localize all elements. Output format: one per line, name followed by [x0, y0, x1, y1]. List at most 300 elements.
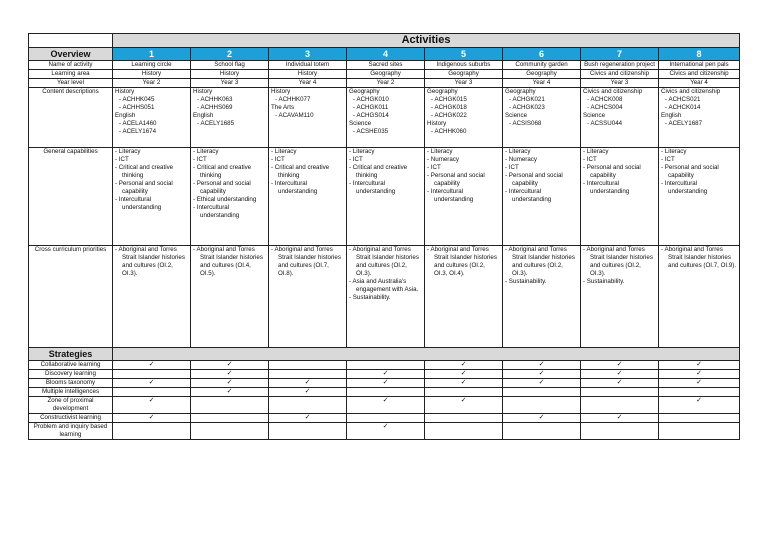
- list-item: - Ethical understanding: [193, 196, 266, 204]
- check-icon: ✓: [382, 423, 389, 430]
- year-cell: Year 3: [581, 79, 659, 88]
- strategy-cell: [191, 423, 269, 440]
- year-cell: Year 2: [113, 79, 191, 88]
- list-item: - Personal and social capability: [661, 164, 737, 180]
- code-item: - ACHGK011: [353, 104, 422, 112]
- strategy-cell: [503, 361, 581, 370]
- code-list: [271, 96, 344, 104]
- strategy-row: [29, 414, 740, 423]
- capabilities-cell: [581, 148, 659, 246]
- code-item: - ACHCK008: [587, 96, 656, 104]
- code-list: [349, 128, 422, 136]
- capability-list: [505, 148, 578, 204]
- code-item: - ACHHS051: [119, 104, 188, 112]
- code-item: - ACELY1674: [119, 128, 188, 136]
- strategy-cell: [659, 361, 740, 370]
- capabilities-cell: [191, 148, 269, 246]
- strategy-cell: [347, 379, 425, 388]
- strategy-cell: [581, 379, 659, 388]
- list-item: - Aboriginal and Torres Strait Islander histories and cultures (OI.7, OI.8).: [271, 246, 344, 278]
- strategy-label: Constructivist learning: [29, 414, 113, 423]
- code-item: - ACELY1687: [665, 120, 737, 128]
- check-icon: ✓: [538, 379, 545, 386]
- list-item: - Intercultural understanding: [661, 180, 737, 196]
- check-icon: ✓: [616, 370, 623, 377]
- code-list: [661, 120, 737, 128]
- code-item: - ACHGK018: [431, 104, 500, 112]
- strategy-cell: [503, 414, 581, 423]
- table-title: Activities: [113, 34, 740, 48]
- code-item: - ACSSU044: [587, 120, 656, 128]
- code-item: - ACHHS069: [197, 104, 266, 112]
- list-item: - Critical and creative thinking: [115, 164, 188, 180]
- year-cell: Year 4: [659, 79, 740, 88]
- code-item: - ACHCS004: [587, 104, 656, 112]
- subject-heading: The Arts: [271, 104, 295, 111]
- year-cell: Year 4: [269, 79, 347, 88]
- subject-heading: English: [193, 112, 214, 119]
- capabilities-cell: [659, 148, 740, 246]
- strategy-cell: [503, 370, 581, 379]
- subject-heading: History: [115, 88, 135, 95]
- area-cell: Civics and citizenship: [659, 70, 740, 79]
- check-icon: ✓: [460, 370, 467, 377]
- list-item: - Literacy: [115, 148, 188, 156]
- subject-heading: History: [271, 88, 291, 95]
- strategy-cell: [659, 414, 740, 423]
- strategy-cell: [269, 397, 347, 414]
- year-cell: Year 4: [503, 79, 581, 88]
- year-cell: Year 3: [191, 79, 269, 88]
- code-item: - ACSIS068: [509, 120, 578, 128]
- strategy-row: [29, 423, 740, 440]
- strategy-cell: [581, 414, 659, 423]
- strategy-label: Problem and inquiry based learning: [29, 423, 113, 440]
- check-icon: ✓: [538, 414, 545, 421]
- strategy-cell: [269, 361, 347, 370]
- check-icon: ✓: [460, 361, 467, 368]
- code-item: - ACHCK014: [665, 104, 737, 112]
- list-item: - Personal and social capability: [193, 180, 266, 196]
- strategy-cell: [191, 397, 269, 414]
- strategy-cell: [191, 361, 269, 370]
- strategy-row: [29, 370, 740, 379]
- row-label: Learning area: [29, 70, 113, 79]
- code-list: [349, 96, 422, 120]
- year-level-row: [29, 79, 740, 88]
- check-icon: ✓: [148, 397, 155, 404]
- strategy-cell: [347, 397, 425, 414]
- code-list: [427, 96, 500, 120]
- strategy-cell: [269, 414, 347, 423]
- list-item: - Literacy: [271, 148, 344, 156]
- capabilities-cell: [347, 148, 425, 246]
- priorities-cell: [425, 246, 503, 348]
- column-number: 8: [659, 48, 740, 61]
- content-descriptions-row: [29, 88, 740, 148]
- check-icon: ✓: [226, 370, 233, 377]
- priority-list: [505, 246, 578, 286]
- check-icon: ✓: [148, 379, 155, 386]
- strategy-cell: [659, 423, 740, 440]
- strategy-cell: [191, 414, 269, 423]
- list-item: - Intercultural understanding: [349, 180, 422, 196]
- strategy-cell: [425, 361, 503, 370]
- area-cell: History: [191, 70, 269, 79]
- check-icon: ✓: [460, 397, 467, 404]
- row-label: General capabilities: [29, 148, 113, 246]
- overview-section-label: Overview: [29, 48, 113, 61]
- list-item: - Literacy: [661, 148, 737, 156]
- strategy-row: [29, 379, 740, 388]
- list-item: - ICT: [661, 156, 737, 164]
- code-item: - ACHHK077: [275, 96, 344, 104]
- column-number: 3: [269, 48, 347, 61]
- code-item: - ACHHK063: [197, 96, 266, 104]
- content-cell: [269, 88, 347, 148]
- check-icon: ✓: [382, 397, 389, 404]
- check-icon: ✓: [696, 397, 702, 404]
- name-cell: International pen pals: [659, 61, 740, 70]
- content-cell: [347, 88, 425, 148]
- priorities-cell: [581, 246, 659, 348]
- content-cell: [425, 88, 503, 148]
- strategy-cell: [191, 388, 269, 397]
- list-item: - Personal and social capability: [427, 172, 500, 188]
- area-cell: Civics and citizenship: [581, 70, 659, 79]
- strategy-row: [29, 397, 740, 414]
- strategy-cell: [503, 423, 581, 440]
- subject-heading: Geography: [427, 88, 458, 95]
- strategy-cell: [425, 388, 503, 397]
- strategy-cell: [347, 388, 425, 397]
- priorities-cell: [347, 246, 425, 348]
- strategy-cell: [659, 379, 740, 388]
- code-list: [583, 120, 656, 128]
- subject-heading: Geography: [505, 88, 536, 95]
- priorities-cell: [113, 246, 191, 348]
- strategy-label: Zone of proximal development: [29, 397, 113, 414]
- strategy-cell: [425, 379, 503, 388]
- list-item: - Intercultural understanding: [427, 188, 500, 204]
- code-item: - ACHHK045: [119, 96, 188, 104]
- list-item: - ICT: [349, 156, 422, 164]
- priority-list: [661, 246, 737, 270]
- strategy-cell: [503, 379, 581, 388]
- content-cell: [191, 88, 269, 148]
- priorities-cell: [659, 246, 740, 348]
- capability-list: [427, 148, 500, 204]
- list-item: - Intercultural understanding: [271, 180, 344, 196]
- strategy-cell: [659, 370, 740, 379]
- capability-list: [115, 148, 188, 212]
- strategy-cell: [659, 388, 740, 397]
- priority-list: [349, 246, 422, 302]
- capability-list: [583, 148, 656, 196]
- capability-list: [193, 148, 266, 220]
- code-list: [115, 120, 188, 136]
- strategy-label: Collaborative learning: [29, 361, 113, 370]
- strategy-cell: [113, 423, 191, 440]
- column-number: 2: [191, 48, 269, 61]
- strategy-label: Blooms taxonomy: [29, 379, 113, 388]
- year-cell: Year 3: [425, 79, 503, 88]
- list-item: - Aboriginal and Torres Strait Islander histories and cultures (OI.2, OI.3).: [115, 246, 188, 278]
- strategy-cell: [347, 370, 425, 379]
- code-item: - ACHGK015: [431, 96, 500, 104]
- code-list: [193, 96, 266, 112]
- strategy-cell: [113, 397, 191, 414]
- list-item: - Critical and creative thinking: [349, 164, 422, 180]
- strategy-cell: [425, 414, 503, 423]
- list-item: - Personal and social capability: [583, 164, 656, 180]
- strategy-cell: [425, 423, 503, 440]
- strategy-cell: [425, 370, 503, 379]
- code-item: - ACHGK022: [431, 112, 500, 120]
- subject-heading: Civics and citizenship: [583, 88, 643, 95]
- check-icon: ✓: [304, 379, 311, 386]
- capabilities-cell: [503, 148, 581, 246]
- check-icon: ✓: [304, 414, 311, 421]
- list-item: - Sustainability.: [505, 278, 578, 286]
- check-icon: ✓: [696, 370, 702, 377]
- name-cell: School flag: [191, 61, 269, 70]
- list-item: - ICT: [505, 164, 578, 172]
- code-list: [427, 128, 500, 136]
- row-label: Year level: [29, 79, 113, 88]
- strategy-cell: [347, 361, 425, 370]
- check-icon: ✓: [226, 379, 233, 386]
- subject-heading: Geography: [349, 88, 380, 95]
- learning-area-row: [29, 70, 740, 79]
- code-item: - ACHGK010: [353, 96, 422, 104]
- check-icon: ✓: [538, 361, 545, 368]
- column-number: 6: [503, 48, 581, 61]
- area-cell: History: [269, 70, 347, 79]
- capabilities-cell: [113, 148, 191, 246]
- check-icon: ✓: [382, 379, 389, 386]
- code-list: [505, 120, 578, 128]
- list-item: - ICT: [271, 156, 344, 164]
- subject-heading: English: [661, 112, 682, 119]
- list-item: - Intercultural understanding: [583, 180, 656, 196]
- content-cell: [113, 88, 191, 148]
- overview-header-row: [29, 48, 740, 61]
- code-list: [193, 120, 266, 128]
- name-cell: Community garden: [503, 61, 581, 70]
- subject-heading: Civics and citizenship: [661, 88, 721, 95]
- area-cell: History: [113, 70, 191, 79]
- list-item: - Critical and creative thinking: [271, 164, 344, 180]
- content-cell: [503, 88, 581, 148]
- code-item: - ACAVAM110: [275, 112, 344, 120]
- name-cell: Indigenous suburbs: [425, 61, 503, 70]
- check-icon: ✓: [616, 379, 623, 386]
- code-list: [583, 96, 656, 112]
- check-icon: ✓: [148, 361, 155, 368]
- capability-list: [271, 148, 344, 196]
- priority-list: [427, 246, 500, 278]
- content-cell: [659, 88, 740, 148]
- row-label: Content descriptions: [29, 88, 113, 148]
- name-row: [29, 61, 740, 70]
- general-capabilities-row: [29, 148, 740, 246]
- check-icon: ✓: [226, 388, 233, 395]
- code-item: - ACELA1460: [119, 120, 188, 128]
- priority-list: [193, 246, 266, 278]
- check-icon: ✓: [538, 370, 545, 377]
- capability-list: [661, 148, 737, 196]
- priorities-cell: [191, 246, 269, 348]
- subject-heading: Science: [349, 120, 372, 127]
- check-icon: ✓: [226, 361, 233, 368]
- name-cell: Sacred sites: [347, 61, 425, 70]
- list-item: - Asia and Australia's engagement with Asia.: [349, 278, 422, 294]
- strategy-cell: [113, 361, 191, 370]
- check-icon: ✓: [696, 361, 702, 368]
- subject-heading: Science: [583, 112, 606, 119]
- name-cell: Bush regeneration project: [581, 61, 659, 70]
- strategy-row: [29, 361, 740, 370]
- check-icon: ✓: [382, 370, 389, 377]
- strategy-cell: [581, 361, 659, 370]
- list-item: - Aboriginal and Torres Strait Islander histories and cultures (OI.2, OI.3).: [505, 246, 578, 278]
- list-item: - Critical and creative thinking: [193, 164, 266, 180]
- column-number: 5: [425, 48, 503, 61]
- list-item: - ICT: [115, 156, 188, 164]
- list-item: - Aboriginal and Torres Strait Islander histories and cultures (OI.2, OI.3, OI.4).: [427, 246, 500, 278]
- strategy-cell: [581, 397, 659, 414]
- strategy-cell: [347, 414, 425, 423]
- check-icon: ✓: [616, 414, 623, 421]
- list-item: - Personal and social capability: [505, 172, 578, 188]
- corner-cell: [29, 34, 113, 48]
- code-item: - ACHHK060: [431, 128, 500, 136]
- code-list: [505, 96, 578, 112]
- name-cell: Individual totem: [269, 61, 347, 70]
- strategy-cell: [269, 423, 347, 440]
- strategy-cell: [113, 370, 191, 379]
- strategy-cell: [113, 388, 191, 397]
- title-row: [29, 34, 740, 48]
- code-list: [271, 112, 344, 120]
- cross-curriculum-row: [29, 246, 740, 348]
- list-item: - Aboriginal and Torres Strait Islander histories and cultures (OI.4, OI.5).: [193, 246, 266, 278]
- area-cell: Geography: [503, 70, 581, 79]
- list-item: - Aboriginal and Torres Strait Islander histories and cultures (OI.2, OI.3).: [583, 246, 656, 278]
- list-item: - Literacy: [349, 148, 422, 156]
- strategy-cell: [503, 388, 581, 397]
- strategy-cell: [503, 397, 581, 414]
- list-item: - Aboriginal and Torres Strait Islander histories and cultures (OI.7, OI.9).: [661, 246, 737, 270]
- subject-heading: Science: [505, 112, 528, 119]
- strategy-label: Discovery learning: [29, 370, 113, 379]
- strategy-cell: [269, 388, 347, 397]
- list-item: - Numeracy: [505, 156, 578, 164]
- strategy-label: Multiple intelligences: [29, 388, 113, 397]
- list-item: - Sustainability.: [349, 294, 422, 302]
- list-item: - Literacy: [583, 148, 656, 156]
- strategy-cell: [581, 388, 659, 397]
- check-icon: ✓: [616, 361, 623, 368]
- strategy-row: [29, 388, 740, 397]
- subject-heading: History: [427, 120, 447, 127]
- subject-heading: English: [115, 112, 136, 119]
- row-label: Cross curriculum priorities: [29, 246, 113, 348]
- strategy-cell: [347, 423, 425, 440]
- code-item: - ACHGK023: [509, 104, 578, 112]
- list-item: - Intercultural understanding: [193, 204, 266, 220]
- strategy-cell: [659, 397, 740, 414]
- list-item: - Literacy: [427, 148, 500, 156]
- code-list: [115, 96, 188, 112]
- column-number: 4: [347, 48, 425, 61]
- list-item: - Literacy: [193, 148, 266, 156]
- column-number: 1: [113, 48, 191, 61]
- year-cell: Year 2: [347, 79, 425, 88]
- code-item: - ACELY1685: [197, 120, 266, 128]
- code-item: - ACHGS014: [353, 112, 422, 120]
- list-item: - Sustainability.: [583, 278, 656, 286]
- strategy-cell: [191, 379, 269, 388]
- strategy-cell: [269, 370, 347, 379]
- name-cell: Learning circle: [113, 61, 191, 70]
- list-item: - Intercultural understanding: [505, 188, 578, 204]
- list-item: - Literacy: [505, 148, 578, 156]
- strategy-cell: [113, 379, 191, 388]
- code-item: - ACHCS021: [665, 96, 737, 104]
- list-item: - ICT: [583, 156, 656, 164]
- strategies-section-label: Strategies: [29, 348, 113, 361]
- list-item: - ICT: [193, 156, 266, 164]
- strategy-cell: [191, 370, 269, 379]
- strategy-cell: [113, 414, 191, 423]
- capabilities-cell: [269, 148, 347, 246]
- priorities-cell: [503, 246, 581, 348]
- list-item: - Personal and social capability: [115, 180, 188, 196]
- list-item: - Aboriginal and Torres Strait Islander histories and cultures (OI.2, OI.3).: [349, 246, 422, 278]
- row-label: Name of activity: [29, 61, 113, 70]
- check-icon: ✓: [148, 414, 155, 421]
- priority-list: [115, 246, 188, 278]
- list-item: - Intercultural understanding: [115, 196, 188, 212]
- priority-list: [583, 246, 656, 286]
- strategy-cell: [581, 423, 659, 440]
- code-item: - ACSHE035: [353, 128, 422, 136]
- subject-heading: History: [193, 88, 213, 95]
- column-number: 7: [581, 48, 659, 61]
- priority-list: [271, 246, 344, 278]
- activities-table: [28, 33, 740, 440]
- code-item: - ACHGK021: [509, 96, 578, 104]
- capability-list: [349, 148, 422, 196]
- list-item: - Numeracy: [427, 156, 500, 164]
- check-icon: ✓: [304, 388, 311, 395]
- strategy-cell: [581, 370, 659, 379]
- area-cell: Geography: [425, 70, 503, 79]
- priorities-cell: [269, 246, 347, 348]
- check-icon: ✓: [460, 379, 467, 386]
- strategies-header-fill: [113, 348, 740, 361]
- area-cell: Geography: [347, 70, 425, 79]
- content-cell: [581, 88, 659, 148]
- check-icon: ✓: [696, 379, 702, 386]
- strategy-cell: [425, 397, 503, 414]
- list-item: - ICT: [427, 164, 500, 172]
- strategies-header-row: [29, 348, 740, 361]
- capabilities-cell: [425, 148, 503, 246]
- code-list: [661, 96, 737, 112]
